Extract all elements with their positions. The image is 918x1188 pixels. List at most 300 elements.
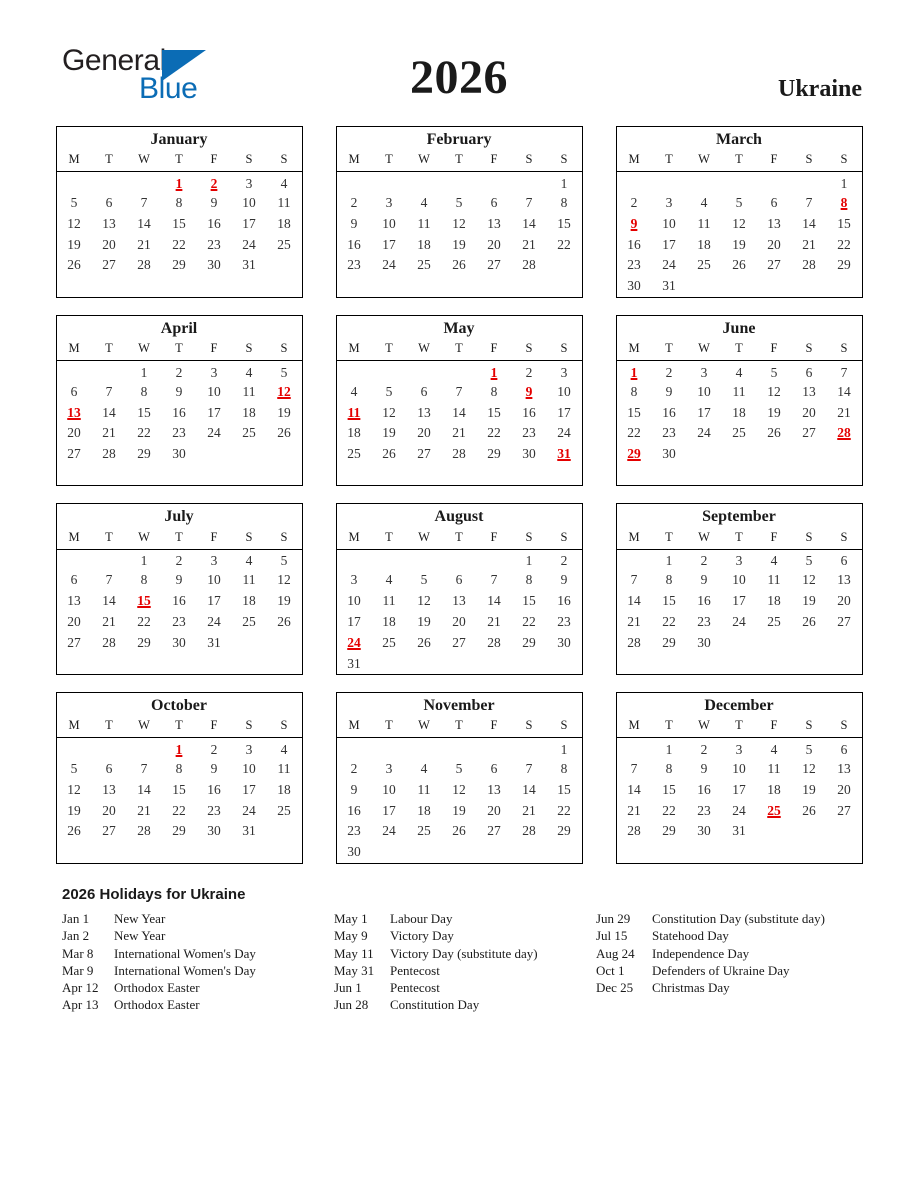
day-cell[interactable]: 23 xyxy=(557,614,571,630)
day-cell[interactable]: 13 xyxy=(767,215,781,231)
day-cell[interactable]: 16 xyxy=(697,593,711,609)
day-cell[interactable]: 22 xyxy=(557,236,571,252)
day-cell[interactable]: 13 xyxy=(487,781,501,797)
day-cell-holiday[interactable] xyxy=(197,172,232,193)
day-cell[interactable]: 17 xyxy=(732,593,746,609)
day-cell[interactable]: 28 xyxy=(522,257,536,273)
day-cell[interactable]: 29 xyxy=(837,257,851,273)
day-cell[interactable]: 28 xyxy=(452,446,466,462)
day-cell[interactable]: 18 xyxy=(242,593,256,609)
day-cell[interactable]: 23 xyxy=(347,257,361,273)
day-cell[interactable]: 20 xyxy=(67,425,81,441)
day-cell[interactable]: 17 xyxy=(242,781,256,797)
day-cell[interactable]: 27 xyxy=(487,257,501,273)
day-cell[interactable]: 21 xyxy=(102,425,116,441)
day-cell[interactable]: 6 xyxy=(805,364,813,380)
day-cell[interactable]: 13 xyxy=(802,383,816,399)
day-cell[interactable]: 2 xyxy=(350,761,358,777)
day-cell[interactable]: 14 xyxy=(137,215,151,231)
day-cell[interactable]: 12 xyxy=(802,572,816,588)
day-cell[interactable]: 17 xyxy=(382,802,396,818)
day-cell[interactable]: 15 xyxy=(522,593,536,609)
day-cell[interactable]: 24 xyxy=(732,614,746,630)
day-cell[interactable]: 28 xyxy=(487,634,501,650)
day-cell[interactable]: 15 xyxy=(557,215,571,231)
day-cell[interactable]: 3 xyxy=(245,742,253,758)
day-cell[interactable]: 14 xyxy=(522,215,536,231)
day-cell[interactable]: 15 xyxy=(837,215,851,231)
day-cell[interactable]: 11 xyxy=(732,383,746,399)
day-cell[interactable]: 27 xyxy=(67,446,81,462)
day-cell[interactable]: 18 xyxy=(732,404,746,420)
day-cell[interactable]: 4 xyxy=(385,572,393,588)
day-cell[interactable]: 15 xyxy=(662,781,676,797)
day-cell[interactable]: 30 xyxy=(697,823,711,839)
day-cell[interactable]: 26 xyxy=(452,257,466,273)
day-cell[interactable]: 31 xyxy=(662,278,676,294)
day-cell[interactable]: 4 xyxy=(280,176,288,192)
day-cell[interactable]: 12 xyxy=(802,761,816,777)
day-cell[interactable]: 15 xyxy=(172,781,186,797)
day-cell[interactable]: 6 xyxy=(455,572,463,588)
day-cell[interactable]: 23 xyxy=(172,425,186,441)
day-cell[interactable]: 26 xyxy=(452,823,466,839)
day-cell[interactable]: 17 xyxy=(732,781,746,797)
day-cell[interactable]: 22 xyxy=(137,425,151,441)
day-cell[interactable]: 31 xyxy=(732,823,746,839)
day-cell[interactable]: 13 xyxy=(67,593,81,609)
day-cell[interactable]: 24 xyxy=(557,425,571,441)
day-cell[interactable]: 18 xyxy=(382,614,396,630)
day-cell[interactable]: 28 xyxy=(137,823,151,839)
day-cell[interactable]: 10 xyxy=(662,215,676,231)
day-cell[interactable]: 18 xyxy=(417,802,431,818)
day-cell[interactable]: 18 xyxy=(417,236,431,252)
day-cell[interactable]: 24 xyxy=(697,425,711,441)
day-cell[interactable]: 21 xyxy=(487,614,501,630)
day-cell[interactable]: 29 xyxy=(662,823,676,839)
day-cell[interactable]: 7 xyxy=(105,383,113,399)
day-cell[interactable]: 16 xyxy=(557,593,571,609)
day-cell[interactable]: 21 xyxy=(802,236,816,252)
day-cell[interactable]: 17 xyxy=(697,404,711,420)
day-cell[interactable]: 8 xyxy=(175,761,183,777)
day-cell[interactable]: 10 xyxy=(697,383,711,399)
day-cell[interactable]: 26 xyxy=(277,425,291,441)
day-cell[interactable]: 19 xyxy=(277,404,291,420)
day-cell[interactable]: 27 xyxy=(802,425,816,441)
day-cell[interactable]: 26 xyxy=(767,425,781,441)
day-cell-holiday[interactable] xyxy=(267,381,302,402)
day-cell[interactable]: 14 xyxy=(487,593,501,609)
day-cell[interactable]: 11 xyxy=(277,761,291,777)
day-cell[interactable]: 25 xyxy=(697,257,711,273)
day-cell[interactable]: 17 xyxy=(557,404,571,420)
day-cell[interactable]: 22 xyxy=(837,236,851,252)
day-cell[interactable]: 13 xyxy=(102,215,116,231)
day-cell[interactable]: 11 xyxy=(417,781,431,797)
day-cell[interactable]: 8 xyxy=(525,572,533,588)
day-cell[interactable]: 10 xyxy=(382,215,396,231)
day-cell[interactable]: 23 xyxy=(627,257,641,273)
day-cell[interactable]: 26 xyxy=(802,802,816,818)
day-cell-holiday[interactable] xyxy=(337,632,372,653)
day-cell[interactable]: 20 xyxy=(452,614,466,630)
day-cell[interactable]: 6 xyxy=(840,742,848,758)
day-cell[interactable]: 20 xyxy=(417,425,431,441)
day-cell[interactable]: 13 xyxy=(837,572,851,588)
day-cell[interactable]: 9 xyxy=(350,215,358,231)
day-cell[interactable]: 6 xyxy=(490,195,498,211)
day-cell[interactable]: 2 xyxy=(175,553,183,569)
day-cell[interactable]: 29 xyxy=(662,634,676,650)
day-cell[interactable]: 3 xyxy=(735,742,743,758)
day-cell[interactable]: 21 xyxy=(627,614,641,630)
day-cell[interactable]: 24 xyxy=(662,257,676,273)
day-cell[interactable]: 31 xyxy=(242,257,256,273)
day-cell[interactable]: 12 xyxy=(452,781,466,797)
day-cell[interactable]: 15 xyxy=(662,593,676,609)
day-cell-holiday[interactable] xyxy=(127,591,162,612)
day-cell[interactable]: 17 xyxy=(207,404,221,420)
day-cell[interactable]: 5 xyxy=(735,195,743,211)
day-cell[interactable]: 16 xyxy=(627,236,641,252)
day-cell[interactable]: 11 xyxy=(242,383,256,399)
day-cell[interactable]: 25 xyxy=(242,614,256,630)
day-cell[interactable]: 28 xyxy=(102,446,116,462)
day-cell[interactable]: 14 xyxy=(627,781,641,797)
day-cell[interactable]: 5 xyxy=(805,553,813,569)
day-cell-holiday[interactable] xyxy=(617,361,652,382)
day-cell[interactable]: 3 xyxy=(385,761,393,777)
day-cell[interactable]: 7 xyxy=(105,572,113,588)
day-cell[interactable]: 16 xyxy=(172,404,186,420)
day-cell[interactable]: 3 xyxy=(350,572,358,588)
day-cell[interactable]: 11 xyxy=(382,593,396,609)
day-cell[interactable]: 11 xyxy=(697,215,711,231)
day-cell-holiday[interactable] xyxy=(827,423,862,444)
day-cell[interactable]: 12 xyxy=(732,215,746,231)
day-cell[interactable]: 8 xyxy=(490,383,498,399)
day-cell[interactable]: 18 xyxy=(767,781,781,797)
day-cell[interactable]: 5 xyxy=(455,761,463,777)
day-cell[interactable]: 31 xyxy=(347,655,361,671)
day-cell[interactable]: 15 xyxy=(557,781,571,797)
day-cell[interactable]: 16 xyxy=(662,404,676,420)
day-cell[interactable]: 21 xyxy=(522,802,536,818)
day-cell[interactable]: 12 xyxy=(382,404,396,420)
day-cell[interactable]: 18 xyxy=(767,593,781,609)
day-cell[interactable]: 8 xyxy=(560,761,568,777)
day-cell[interactable]: 21 xyxy=(627,802,641,818)
day-cell[interactable]: 4 xyxy=(245,553,253,569)
day-cell[interactable]: 11 xyxy=(767,572,781,588)
day-cell[interactable]: 20 xyxy=(837,593,851,609)
day-cell[interactable]: 27 xyxy=(767,257,781,273)
day-cell[interactable]: 25 xyxy=(417,823,431,839)
day-cell[interactable]: 23 xyxy=(172,614,186,630)
day-cell[interactable]: 25 xyxy=(242,425,256,441)
day-cell[interactable]: 19 xyxy=(802,593,816,609)
day-cell[interactable]: 29 xyxy=(487,446,501,462)
day-cell[interactable]: 11 xyxy=(417,215,431,231)
day-cell[interactable]: 6 xyxy=(770,195,778,211)
day-cell[interactable]: 29 xyxy=(172,823,186,839)
day-cell[interactable]: 14 xyxy=(522,781,536,797)
day-cell[interactable]: 4 xyxy=(420,761,428,777)
day-cell[interactable]: 22 xyxy=(627,425,641,441)
day-cell[interactable]: 27 xyxy=(837,614,851,630)
day-cell[interactable]: 30 xyxy=(522,446,536,462)
day-cell[interactable]: 8 xyxy=(140,572,148,588)
day-cell[interactable]: 13 xyxy=(102,781,116,797)
day-cell[interactable]: 26 xyxy=(67,823,81,839)
day-cell[interactable]: 7 xyxy=(455,383,463,399)
day-cell[interactable]: 3 xyxy=(560,364,568,380)
day-cell[interactable]: 31 xyxy=(242,823,256,839)
day-cell[interactable]: 16 xyxy=(207,215,221,231)
day-cell[interactable]: 14 xyxy=(837,383,851,399)
day-cell[interactable]: 21 xyxy=(837,404,851,420)
day-cell[interactable]: 5 xyxy=(280,364,288,380)
day-cell[interactable]: 14 xyxy=(802,215,816,231)
day-cell[interactable]: 2 xyxy=(700,742,708,758)
day-cell[interactable]: 23 xyxy=(522,425,536,441)
day-cell[interactable]: 19 xyxy=(767,404,781,420)
day-cell[interactable]: 19 xyxy=(732,236,746,252)
day-cell[interactable]: 5 xyxy=(385,383,393,399)
day-cell[interactable]: 6 xyxy=(70,572,78,588)
day-cell[interactable]: 27 xyxy=(452,634,466,650)
day-cell[interactable]: 12 xyxy=(277,572,291,588)
day-cell[interactable]: 7 xyxy=(140,761,148,777)
day-cell[interactable]: 3 xyxy=(210,364,218,380)
day-cell[interactable]: 9 xyxy=(700,761,708,777)
day-cell[interactable]: 27 xyxy=(837,802,851,818)
day-cell-holiday[interactable] xyxy=(757,800,792,821)
day-cell[interactable]: 26 xyxy=(277,614,291,630)
day-cell[interactable]: 18 xyxy=(277,215,291,231)
day-cell[interactable]: 5 xyxy=(70,761,78,777)
day-cell[interactable]: 30 xyxy=(207,823,221,839)
day-cell[interactable]: 14 xyxy=(627,593,641,609)
day-cell[interactable]: 30 xyxy=(557,634,571,650)
day-cell[interactable]: 28 xyxy=(627,823,641,839)
day-cell[interactable]: 24 xyxy=(732,802,746,818)
day-cell[interactable]: 18 xyxy=(277,781,291,797)
day-cell[interactable]: 9 xyxy=(350,781,358,797)
day-cell[interactable]: 4 xyxy=(280,742,288,758)
day-cell[interactable]: 7 xyxy=(805,195,813,211)
day-cell[interactable]: 24 xyxy=(242,236,256,252)
day-cell[interactable]: 1 xyxy=(840,176,848,192)
day-cell[interactable]: 9 xyxy=(210,761,218,777)
day-cell[interactable]: 14 xyxy=(452,404,466,420)
day-cell[interactable]: 2 xyxy=(665,364,673,380)
day-cell[interactable]: 6 xyxy=(70,383,78,399)
day-cell[interactable]: 5 xyxy=(420,572,428,588)
day-cell[interactable]: 22 xyxy=(557,802,571,818)
day-cell[interactable]: 2 xyxy=(525,364,533,380)
day-cell[interactable]: 9 xyxy=(560,572,568,588)
day-cell[interactable]: 5 xyxy=(280,553,288,569)
day-cell[interactable]: 15 xyxy=(627,404,641,420)
day-cell[interactable]: 25 xyxy=(277,236,291,252)
day-cell[interactable]: 1 xyxy=(560,176,568,192)
day-cell[interactable]: 4 xyxy=(420,195,428,211)
day-cell[interactable]: 11 xyxy=(767,761,781,777)
day-cell[interactable]: 1 xyxy=(560,742,568,758)
day-cell[interactable]: 23 xyxy=(347,823,361,839)
day-cell-holiday[interactable] xyxy=(57,402,92,423)
day-cell[interactable]: 26 xyxy=(802,614,816,630)
day-cell[interactable]: 22 xyxy=(662,614,676,630)
day-cell[interactable]: 25 xyxy=(732,425,746,441)
day-cell[interactable]: 20 xyxy=(767,236,781,252)
day-cell-holiday[interactable] xyxy=(337,402,372,423)
day-cell[interactable]: 13 xyxy=(837,761,851,777)
day-cell[interactable]: 1 xyxy=(525,553,533,569)
day-cell[interactable]: 1 xyxy=(140,364,148,380)
day-cell[interactable]: 26 xyxy=(417,634,431,650)
day-cell[interactable]: 27 xyxy=(102,257,116,273)
day-cell[interactable]: 18 xyxy=(697,236,711,252)
day-cell[interactable]: 25 xyxy=(277,802,291,818)
day-cell[interactable]: 21 xyxy=(522,236,536,252)
day-cell[interactable]: 17 xyxy=(662,236,676,252)
day-cell[interactable]: 10 xyxy=(382,781,396,797)
day-cell[interactable]: 29 xyxy=(522,634,536,650)
day-cell[interactable]: 19 xyxy=(67,802,81,818)
day-cell[interactable]: 20 xyxy=(837,781,851,797)
day-cell-holiday[interactable] xyxy=(617,213,652,234)
day-cell[interactable]: 1 xyxy=(140,553,148,569)
day-cell[interactable]: 25 xyxy=(767,614,781,630)
day-cell-holiday[interactable] xyxy=(547,444,582,465)
day-cell[interactable]: 13 xyxy=(452,593,466,609)
day-cell[interactable]: 28 xyxy=(137,257,151,273)
day-cell[interactable]: 24 xyxy=(207,425,221,441)
day-cell[interactable]: 7 xyxy=(140,195,148,211)
day-cell[interactable]: 19 xyxy=(67,236,81,252)
day-cell[interactable]: 5 xyxy=(70,195,78,211)
day-cell[interactable]: 27 xyxy=(487,823,501,839)
day-cell[interactable]: 7 xyxy=(525,195,533,211)
day-cell[interactable]: 19 xyxy=(452,802,466,818)
day-cell[interactable]: 23 xyxy=(697,802,711,818)
day-cell[interactable]: 4 xyxy=(735,364,743,380)
day-cell[interactable]: 19 xyxy=(452,236,466,252)
day-cell[interactable]: 11 xyxy=(242,572,256,588)
day-cell[interactable]: 12 xyxy=(767,383,781,399)
day-cell[interactable]: 9 xyxy=(210,195,218,211)
day-cell[interactable]: 9 xyxy=(665,383,673,399)
day-cell[interactable]: 8 xyxy=(560,195,568,211)
day-cell[interactable]: 30 xyxy=(207,257,221,273)
day-cell[interactable]: 24 xyxy=(382,257,396,273)
day-cell[interactable]: 10 xyxy=(242,195,256,211)
day-cell[interactable]: 5 xyxy=(455,195,463,211)
day-cell[interactable]: 21 xyxy=(452,425,466,441)
day-cell[interactable]: 3 xyxy=(245,176,253,192)
day-cell[interactable]: 10 xyxy=(207,383,221,399)
day-cell[interactable]: 25 xyxy=(382,634,396,650)
day-cell[interactable]: 20 xyxy=(487,236,501,252)
day-cell[interactable]: 26 xyxy=(67,257,81,273)
day-cell[interactable]: 30 xyxy=(697,634,711,650)
day-cell[interactable]: 16 xyxy=(697,781,711,797)
day-cell[interactable]: 2 xyxy=(700,553,708,569)
day-cell[interactable]: 17 xyxy=(347,614,361,630)
day-cell[interactable]: 15 xyxy=(172,215,186,231)
day-cell[interactable]: 26 xyxy=(732,257,746,273)
day-cell-holiday[interactable] xyxy=(617,444,652,465)
day-cell[interactable]: 6 xyxy=(105,761,113,777)
day-cell[interactable]: 9 xyxy=(700,572,708,588)
day-cell[interactable]: 4 xyxy=(245,364,253,380)
day-cell[interactable]: 22 xyxy=(172,236,186,252)
day-cell[interactable]: 8 xyxy=(175,195,183,211)
day-cell[interactable]: 19 xyxy=(277,593,291,609)
day-cell[interactable]: 12 xyxy=(67,215,81,231)
day-cell[interactable]: 12 xyxy=(417,593,431,609)
day-cell[interactable]: 3 xyxy=(735,553,743,569)
day-cell[interactable]: 1 xyxy=(665,553,673,569)
day-cell[interactable]: 6 xyxy=(840,553,848,569)
day-cell[interactable]: 17 xyxy=(382,236,396,252)
day-cell[interactable]: 26 xyxy=(382,446,396,462)
day-cell[interactable]: 7 xyxy=(525,761,533,777)
day-cell[interactable]: 7 xyxy=(630,572,638,588)
day-cell[interactable]: 22 xyxy=(172,802,186,818)
day-cell[interactable]: 24 xyxy=(382,823,396,839)
day-cell[interactable]: 3 xyxy=(385,195,393,211)
day-cell[interactable]: 24 xyxy=(242,802,256,818)
day-cell[interactable]: 10 xyxy=(557,383,571,399)
day-cell[interactable]: 11 xyxy=(277,195,291,211)
day-cell[interactable]: 7 xyxy=(490,572,498,588)
day-cell[interactable]: 25 xyxy=(417,257,431,273)
day-cell[interactable]: 20 xyxy=(67,614,81,630)
day-cell[interactable]: 6 xyxy=(420,383,428,399)
day-cell[interactable]: 19 xyxy=(382,425,396,441)
day-cell[interactable]: 14 xyxy=(137,781,151,797)
day-cell[interactable]: 23 xyxy=(662,425,676,441)
day-cell[interactable]: 20 xyxy=(802,404,816,420)
day-cell[interactable]: 20 xyxy=(487,802,501,818)
day-cell[interactable]: 18 xyxy=(347,425,361,441)
day-cell[interactable]: 1 xyxy=(665,742,673,758)
day-cell[interactable]: 16 xyxy=(347,802,361,818)
day-cell[interactable]: 23 xyxy=(697,614,711,630)
day-cell[interactable]: 16 xyxy=(172,593,186,609)
day-cell[interactable]: 27 xyxy=(67,634,81,650)
day-cell[interactable]: 4 xyxy=(350,383,358,399)
day-cell[interactable]: 22 xyxy=(522,614,536,630)
day-cell[interactable]: 19 xyxy=(802,781,816,797)
day-cell[interactable]: 30 xyxy=(627,278,641,294)
day-cell[interactable]: 15 xyxy=(137,404,151,420)
day-cell[interactable]: 14 xyxy=(102,593,116,609)
day-cell[interactable]: 28 xyxy=(627,634,641,650)
day-cell[interactable]: 10 xyxy=(242,761,256,777)
day-cell[interactable]: 7 xyxy=(630,761,638,777)
day-cell[interactable]: 10 xyxy=(347,593,361,609)
day-cell[interactable]: 10 xyxy=(732,572,746,588)
day-cell[interactable]: 5 xyxy=(805,742,813,758)
day-cell[interactable]: 10 xyxy=(732,761,746,777)
day-cell-holiday[interactable] xyxy=(477,361,512,382)
